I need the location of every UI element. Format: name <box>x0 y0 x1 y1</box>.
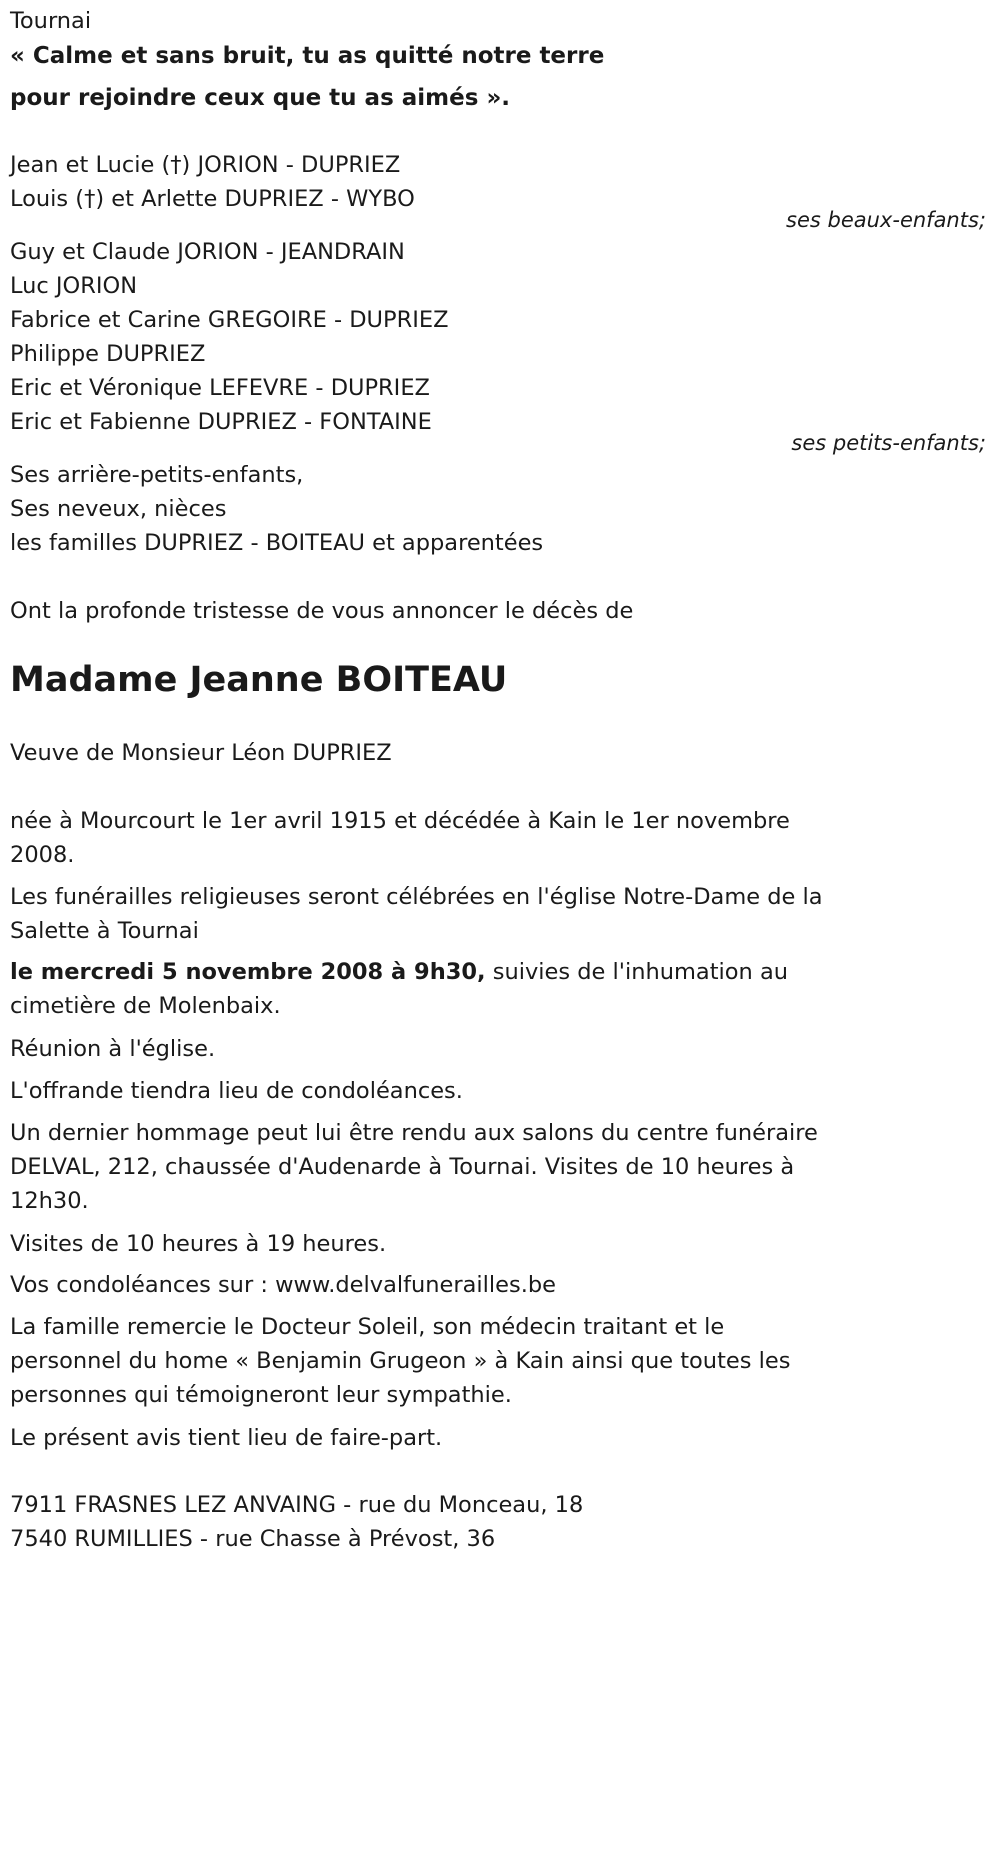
thanks-line: La famille remercie le Docteur Soleil, son médecin traitant et le <box>10 1314 725 1340</box>
address-line: 7911 FRASNES LEZ ANVAING - rue du Monceau, 18 <box>10 1492 584 1518</box>
thanks-line: personnes qui témoigneront leur sympathie. <box>10 1382 512 1408</box>
other-family-line: les familles DUPRIEZ - BOITEAU et apparentées <box>10 530 544 556</box>
birth-death-line: née à Mourcourt le 1er avril 1915 et décédée à Kain le 1er novembre <box>10 808 790 834</box>
grandchildren-relation: ses petits-enfants; <box>791 431 986 455</box>
funeral-date: le mercredi 5 novembre 2008 à 9h30, <box>10 959 486 985</box>
visits-text: Visites de 10 heures à 19 heures. <box>10 1231 387 1257</box>
funeral-line: Salette à Tournai <box>10 918 199 944</box>
city-header: Tournai <box>10 8 92 34</box>
child-line: Louis (†) et Arlette DUPRIEZ - WYBO <box>10 186 415 212</box>
hommage-line: DELVAL, 212, chaussée d'Audenarde à Tournai. Visites de 10 heures à <box>10 1154 795 1180</box>
cemetery-line: cimetière de Molenbaix. <box>10 993 281 1019</box>
offrande-text: L'offrande tiendra lieu de condoléances. <box>10 1078 463 1104</box>
reunion-text: Réunion à l'église. <box>10 1036 216 1062</box>
grandchild-line: Fabrice et Carine GREGOIRE - DUPRIEZ <box>10 307 449 333</box>
grandchild-line: Philippe DUPRIEZ <box>10 341 206 367</box>
children-relation: ses beaux-enfants; <box>786 208 986 232</box>
hommage-line: 12h30. <box>10 1188 89 1214</box>
grandchild-line: Guy et Claude JORION - JEANDRAIN <box>10 239 405 265</box>
other-family-line: Ses neveux, nièces <box>10 496 227 522</box>
grandchild-line: Luc JORION <box>10 273 138 299</box>
grandchild-line: Eric et Fabienne DUPRIEZ - FONTAINE <box>10 409 432 435</box>
announcement-text: Ont la profonde tristesse de vous annoncer le décès de <box>10 598 634 624</box>
thanks-line: personnel du home « Benjamin Grugeon » à Kain ainsi que toutes les <box>10 1348 791 1374</box>
child-line: Jean et Lucie (†) JORION - DUPRIEZ <box>10 152 401 178</box>
funeral-line: Les funérailles religieuses seront célébrées en l'église Notre-Dame de la <box>10 884 823 910</box>
widow-of-text: Veuve de Monsieur Léon DUPRIEZ <box>10 740 392 766</box>
funeral-date-line <box>10 955 788 989</box>
address-line: 7540 RUMILLIES - rue Chasse à Prévost, 36 <box>10 1526 496 1552</box>
birth-death-line: 2008. <box>10 842 75 868</box>
hommage-line: Un dernier hommage peut lui être rendu aux salons du centre funéraire <box>10 1120 818 1146</box>
quote-line-1: « Calme et sans bruit, tu as quitté notre terre <box>10 43 605 69</box>
quote-line-2: pour rejoindre ceux que tu as aimés ». <box>10 85 511 111</box>
deceased-name: Madame Jeanne BOITEAU <box>10 660 508 700</box>
faire-part-text: Le présent avis tient lieu de faire-part. <box>10 1425 443 1451</box>
condolences-text: Vos condoléances sur : www.delvalfunerailles.be <box>10 1272 557 1298</box>
grandchild-line: Eric et Véronique LEFEVRE - DUPRIEZ <box>10 375 430 401</box>
other-family-line: Ses arrière-petits-enfants, <box>10 462 304 488</box>
funeral-date-rest: suivies de l'inhumation au <box>485 959 789 985</box>
